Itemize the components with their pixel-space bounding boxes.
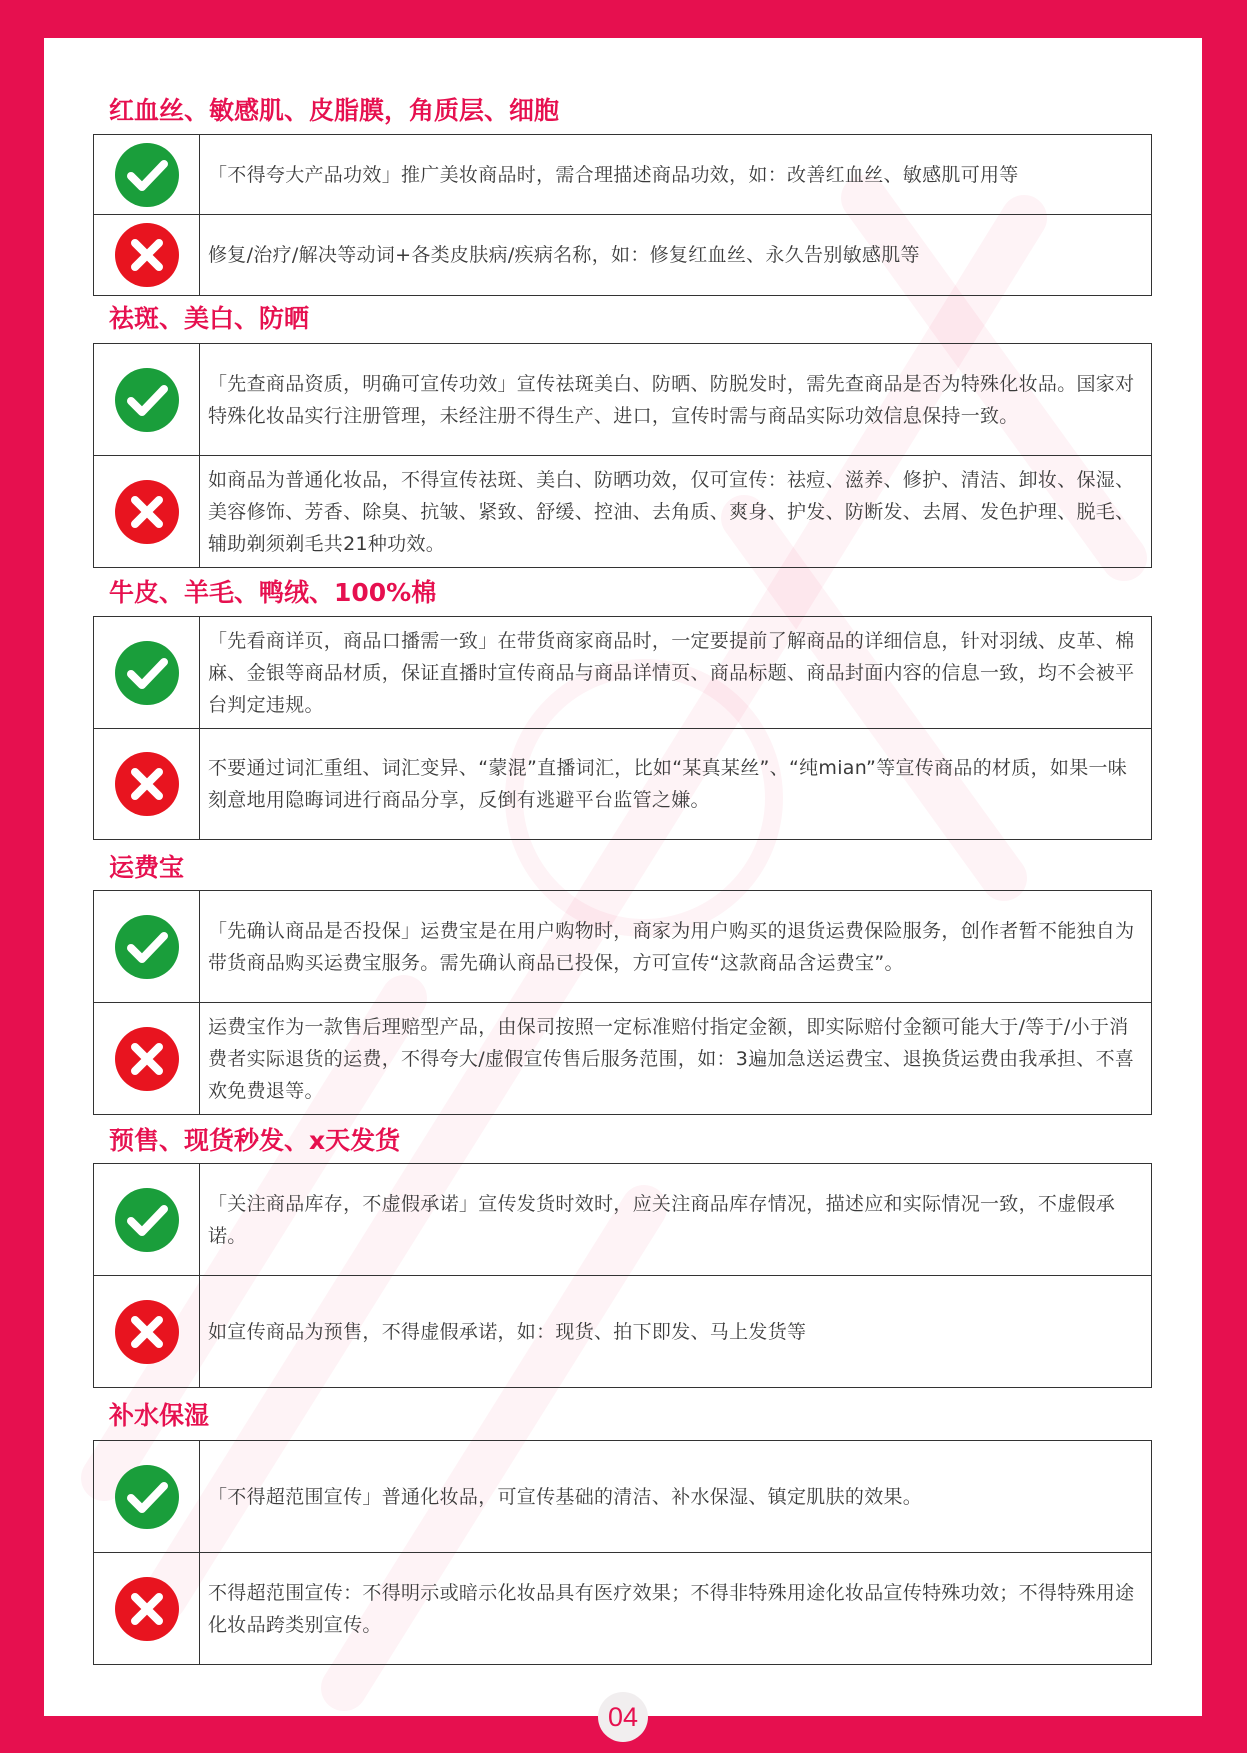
page-number: 04	[598, 1692, 648, 1742]
rule-table	[93, 1440, 1152, 1665]
check-circle-icon	[114, 1464, 180, 1530]
section-title: 红血丝、敏感肌、皮脂膜，角质层、细胞	[109, 96, 560, 125]
check-circle-icon	[114, 640, 180, 706]
check-circle-icon	[114, 367, 180, 433]
prohibited-row	[94, 729, 1151, 839]
prohibited-text: 不得超范围宣传：不得明示或暗示化妆品具有医疗效果；不得非特殊用途化妆品宣传特殊功效；不得特殊用途化妆品跨类别宣传。	[208, 1581, 1135, 1636]
section-title: 补水保湿	[109, 1401, 210, 1430]
prohibited-row	[94, 215, 1151, 295]
cross-circle-icon	[114, 751, 180, 817]
cross-circle-icon	[114, 479, 180, 545]
cross-circle-icon	[114, 1026, 180, 1092]
allowed-text: 「先查商品资质，明确可宣传功效」宣传祛斑美白、防晒、防脱发时，需先查商品是否为特殊化妆品。国家对特殊化妆品实行注册管理，未经注册不得生产、进口，宣传时需与商品实际功效信息保持一致。	[208, 372, 1135, 427]
allowed-text: 「不得夸大产品功效」推广美妆商品时，需合理描述商品功效，如：改善红血丝、敏感肌可用等	[208, 163, 1019, 186]
allowed-text: 「不得超范围宣传」普通化妆品，可宣传基础的清洁、补水保湿、镇定肌肤的效果。	[208, 1485, 923, 1508]
section-title: 运费宝	[109, 853, 185, 882]
cross-circle-icon	[114, 222, 180, 288]
prohibited-text: 修复/治疗/解决等动词+各类皮肤病/疾病名称，如：修复红血丝、永久告别敏感肌等	[208, 244, 920, 266]
check-circle-icon	[114, 1187, 180, 1253]
rule-table	[93, 343, 1152, 568]
section-title: 祛斑、美白、防晒	[109, 304, 310, 333]
rule-table	[93, 890, 1152, 1115]
cross-circle-icon	[114, 1299, 180, 1365]
rule-table	[93, 134, 1152, 296]
prohibited-text: 如商品为普通化妆品，不得宣传祛斑、美白、防晒功效，仅可宣传：祛痘、滋养、修护、清洁、卸妆、保湿、美容修饰、芳香、除臭、抗皱、紧致、舒缓、控油、去角质、爽身、护发、防断发、去屑、发色护理、脱毛、辅助剃须剃毛共21种功效。	[208, 468, 1135, 555]
allowed-row	[94, 135, 1151, 215]
check-circle-icon	[114, 914, 180, 980]
section-title: 预售、现货秒发、x天发货	[109, 1126, 401, 1155]
allowed-text: 「先确认商品是否投保」运费宝是在用户购物时，商家为用户购买的退货运费保险服务，创作者暂不能独自为带货商品购买运费宝服务。需先确认商品已投保，方可宣传“这款商品含运费宝”。	[208, 919, 1135, 974]
rule-table	[93, 616, 1152, 840]
allowed-row	[94, 617, 1151, 729]
prohibited-row	[94, 1553, 1151, 1664]
check-circle-icon	[114, 142, 180, 208]
rule-table	[93, 1163, 1152, 1388]
prohibited-text: 不要通过词汇重组、词汇变异、“蒙混”直播词汇，比如“某真某丝”、“纯mian”等宣传商品的材质，如果一味刻意地用隐晦词进行商品分享，反倒有逃避平台监管之嫌。	[208, 757, 1128, 811]
allowed-row	[94, 891, 1151, 1003]
allowed-row	[94, 1441, 1151, 1553]
allowed-row	[94, 1164, 1151, 1276]
prohibited-text: 如宣传商品为预售，不得虚假承诺，如：现货、拍下即发、马上发货等	[208, 1320, 807, 1343]
prohibited-row	[94, 456, 1151, 567]
prohibited-text: 运费宝作为一款售后理赔型产品，由保司按照一定标准赔付指定金额，即实际赔付金额可能大于/等于/小于消费者实际退货的运费，不得夸大/虚假宣传售后服务范围，如：3遍加急送运费宝、退换货运费由我承担、不喜欢免费退等。	[208, 1015, 1135, 1102]
prohibited-row	[94, 1276, 1151, 1387]
section-title: 牛皮、羊毛、鸭绒、100%棉	[109, 578, 437, 607]
prohibited-row	[94, 1003, 1151, 1114]
allowed-row	[94, 344, 1151, 456]
allowed-text: 「先看商详页，商品口播需一致」在带货商家商品时，一定要提前了解商品的详细信息，针对羽绒、皮革、棉麻、金银等商品材质，保证直播时宣传商品与商品详情页、商品标题、商品封面内容的信息一致，均不会被平台判定违规。	[208, 629, 1135, 716]
cross-circle-icon	[114, 1576, 180, 1642]
allowed-text: 「关注商品库存，不虚假承诺」宣传发货时效时，应关注商品库存情况，描述应和实际情况一致，不虚假承诺。	[208, 1192, 1116, 1247]
